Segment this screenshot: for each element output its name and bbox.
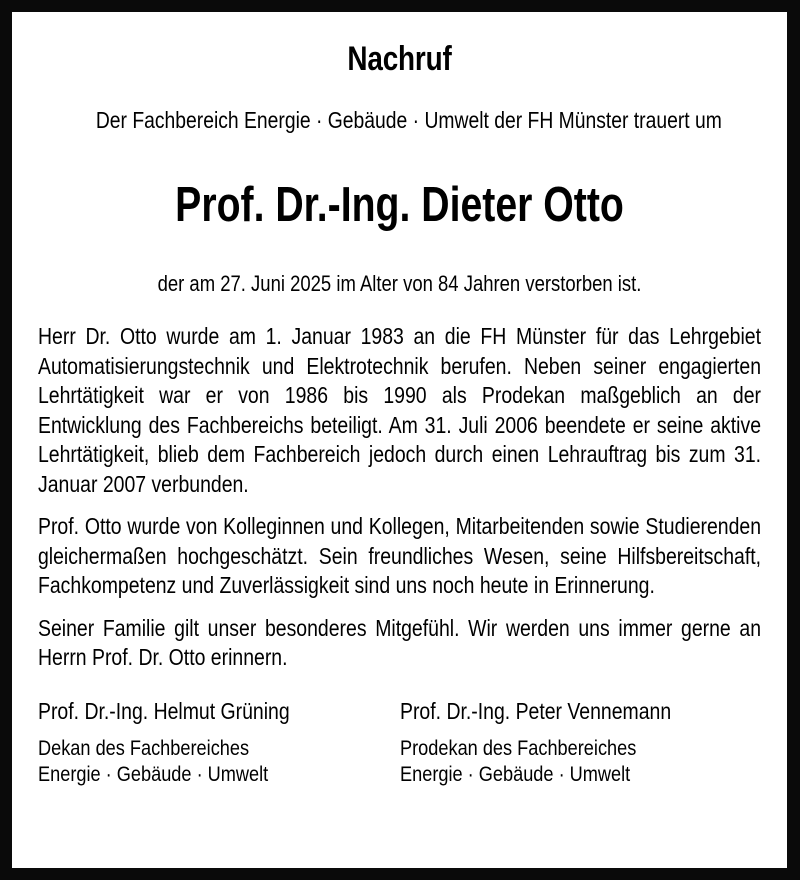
signature-block [38, 673, 761, 787]
obituary-body [38, 296, 761, 673]
obituary-sheet [12, 12, 787, 868]
signatory-department: Energie · Gebäude · Umwelt [38, 761, 269, 786]
signatory-department: Energie · Gebäude · Umwelt [399, 761, 630, 786]
signatory-role: Prodekan des Fachbereiches [399, 736, 636, 761]
signatory [38, 698, 400, 787]
lead-line: Der Fachbereich Energie · Gebäude · Umwelt der FH Münster trauert um [95, 107, 722, 133]
deceased-name: Prof. Dr.-Ing. Dieter Otto [175, 178, 624, 233]
body-paragraph: Prof. Otto wurde von Kolleginnen und Kollegen, Mitarbeitenden sowie Studierenden gleichermaßen hochgeschätzt. Sein freundliches Wesen, seine Hilfsbereitschaft, Fachkompetenz und Zuverlässigkeit sind uns noch heute in Erinnerung. [38, 513, 762, 599]
signatory-role: Dekan des Fachbereiches [38, 736, 250, 761]
death-line: der am 27. Juni 2025 im Alter von 84 Jahren verstorben ist. [157, 271, 642, 297]
body-paragraph: Herr Dr. Otto wurde am 1. Januar 1983 an die FH Münster für das Lehrgebiet Automatisierungstechnik und Elektrotechnik berufen. Neben seiner engagierten Lehrtätigkeit war er von 1986 bis 1990 als Prodekan maßgeblich an der Entwicklung des Fachbereichs beteiligt. Am 31. Juli 2006 beendete er seine aktive Lehrtätigkeit, blieb dem Fachbereich jedoch durch einen Lehrauftrag bis zum 31. Januar 2007 verbunden. [38, 323, 762, 497]
page-title: Nachruf [347, 40, 452, 78]
body-paragraph: Seiner Familie gilt unser besonderes Mitgefühl. Wir werden uns immer gerne an Herrn Prof. Dr. Otto erinnern. [38, 614, 762, 671]
signatory-name: Prof. Dr.-Ing. Peter Vennemann [399, 697, 671, 724]
signatory-name: Prof. Dr.-Ing. Helmut Grüning [38, 697, 290, 724]
signatory [400, 698, 762, 787]
